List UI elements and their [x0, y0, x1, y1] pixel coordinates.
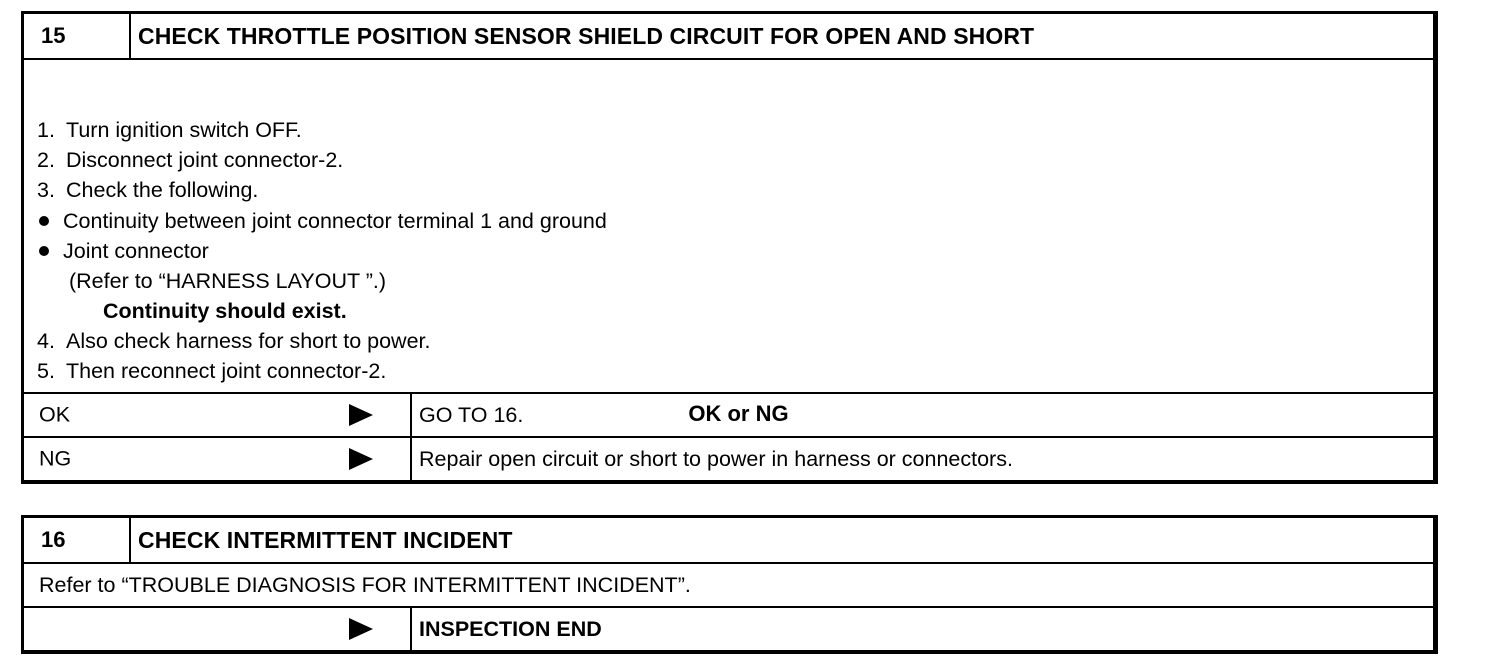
step-16-title: CHECK INTERMITTENT INCIDENT: [138, 526, 513, 553]
instruction-number: 2.: [37, 148, 55, 172]
step-15-block: [21, 11, 1438, 484]
instruction-text: Continuity between joint connector terminal 1 and ground: [63, 209, 607, 233]
instruction-text: Then reconnect joint connector-2.: [66, 359, 387, 383]
outcome-label: NG: [39, 446, 72, 471]
instruction-text: Also check harness for short to power.: [66, 329, 431, 353]
step-16-block: [21, 515, 1438, 654]
instruction-bullet-joint-connector: [37, 237, 209, 265]
outcome-action: Repair open circuit or short to power in harness or connectors.: [419, 446, 1013, 471]
instruction-text: Joint connector: [63, 239, 209, 263]
step-16-number: 16: [24, 518, 131, 562]
instruction-line-4: [37, 327, 430, 355]
arrow-right-icon: [349, 618, 373, 640]
outcome-action: INSPECTION END: [419, 616, 602, 641]
bullet-dot-icon: [39, 246, 49, 256]
arrow-right-icon: [349, 448, 373, 470]
instruction-number: 1.: [37, 118, 55, 142]
instruction-number: 4.: [37, 329, 55, 353]
step-16-instructions: Refer to “TROUBLE DIAGNOSIS FOR INTERMITTENT INCIDENT”.: [24, 564, 1433, 608]
arrow-right-icon: [349, 404, 373, 426]
instruction-text: Disconnect joint connector-2.: [66, 148, 344, 172]
outcome-action: GO TO 16.: [419, 402, 524, 427]
instruction-text: Turn ignition switch OFF.: [66, 118, 302, 142]
instruction-line-5: [37, 357, 386, 385]
bullet-dot-icon: [39, 216, 49, 226]
instruction-expected-result: Continuity should exist.: [103, 299, 347, 323]
outcome-row-end: [24, 608, 1433, 650]
instruction-number: 5.: [37, 359, 55, 383]
step-15-header: [24, 14, 1433, 60]
instruction-line-1: [37, 116, 302, 144]
instruction-line-2: [37, 146, 343, 174]
outcome-condition: [24, 438, 412, 480]
outcome-label: OK: [39, 402, 71, 427]
step-16-header: [24, 518, 1433, 564]
outcome-row-ng: [24, 436, 1433, 480]
instruction-text: Check the following.: [66, 178, 259, 202]
instruction-line-3: [37, 176, 258, 204]
result-label: OK or NG: [688, 401, 789, 426]
instruction-bullet-continuity: [37, 207, 607, 235]
step-15-title: CHECK THROTTLE POSITION SENSOR SHIELD CIRCUIT FOR OPEN AND SHORT: [138, 22, 1035, 49]
outcome-condition: [24, 394, 412, 436]
instruction-reference: (Refer to “HARNESS LAYOUT ”.): [69, 269, 386, 293]
step-15-number: 15: [24, 14, 131, 58]
instruction-number: 3.: [37, 178, 55, 202]
outcome-condition: [24, 608, 412, 650]
